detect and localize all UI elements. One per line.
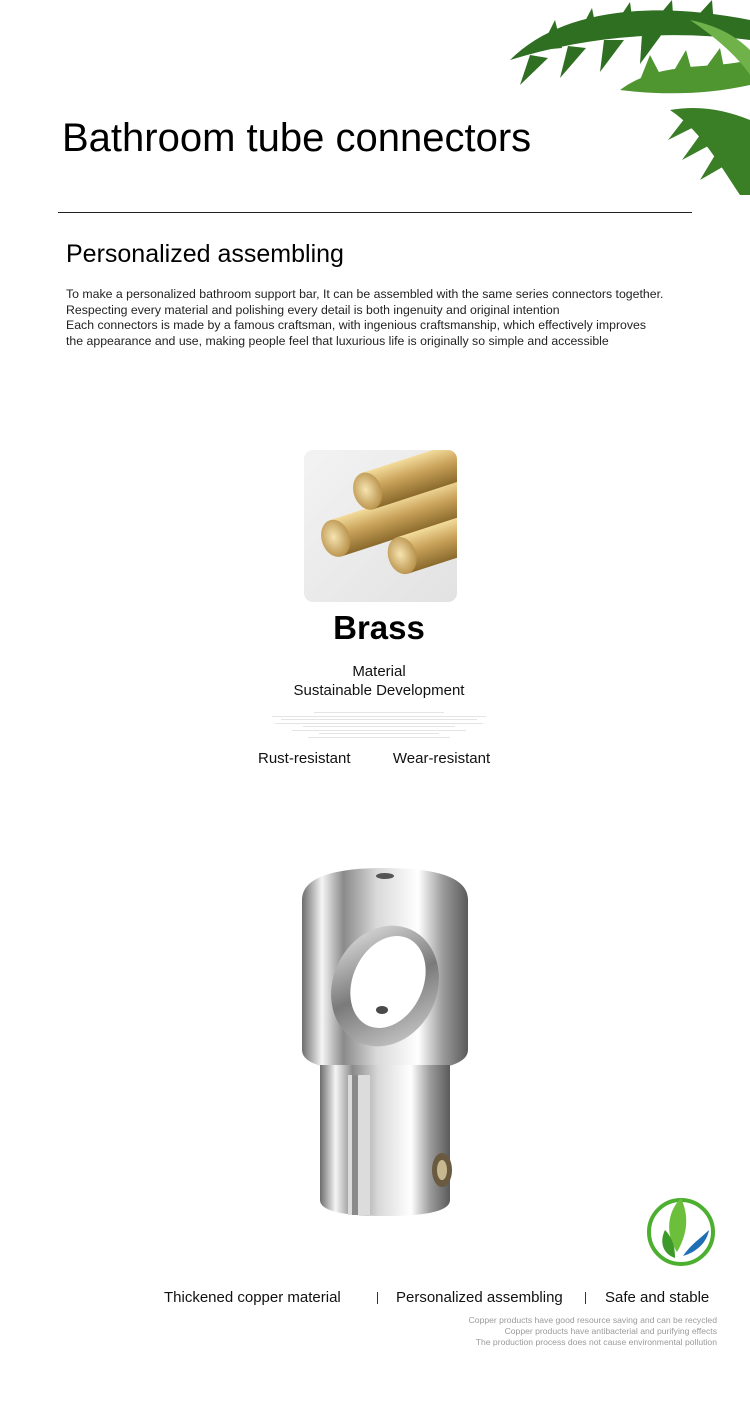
feature-safe-stable: Safe and stable xyxy=(605,1289,710,1306)
tag-rust-resistant: Rust-resistant xyxy=(258,750,351,767)
feature-separator xyxy=(377,1292,378,1304)
feature-separator xyxy=(585,1292,586,1304)
description-line: To make a personalized bathroom support bar, It can be assembled with the same series connectors together. xyxy=(66,287,664,301)
material-caption xyxy=(0,662,750,700)
divider xyxy=(58,212,692,213)
description-line: Each connectors is made by a famous craftsman, with ingenious craftsmanship, which effectively improves xyxy=(66,318,647,332)
material-name: Brass xyxy=(333,609,425,646)
material-line: Material xyxy=(352,663,406,680)
note-line: The production process does not cause environmental pollution xyxy=(475,1337,717,1347)
tropical-leaves-decoration xyxy=(500,0,750,195)
section-subtitle: Personalized assembling xyxy=(66,240,344,268)
eco-leaf-logo xyxy=(645,1190,717,1268)
tag-wear-resistant: Wear-resistant xyxy=(392,750,491,767)
note-line: Copper products have good resource saving and can be recycled xyxy=(468,1315,717,1325)
note-line: Copper products have antibacterial and purifying effects xyxy=(504,1326,717,1336)
chrome-connector-photo xyxy=(290,860,480,1220)
description-paragraph xyxy=(66,287,706,349)
material-line: Sustainable Development xyxy=(293,682,465,699)
material-tags xyxy=(258,750,490,767)
faint-text-block xyxy=(270,712,488,740)
page-title: Bathroom tube connectors xyxy=(62,116,532,160)
feature-row xyxy=(0,1289,750,1311)
feature-personalized-assembling: Personalized assembling xyxy=(396,1289,563,1306)
brass-rods-photo xyxy=(304,450,457,602)
description-line: Respecting every material and polishing every detail is both ingenuity and original intention xyxy=(66,302,560,317)
description-line: the appearance and use, making people feel that luxurious life is originally so simple and accessible xyxy=(66,333,609,348)
feature-notes xyxy=(469,1315,717,1348)
feature-thickened-copper: Thickened copper material xyxy=(164,1289,341,1306)
